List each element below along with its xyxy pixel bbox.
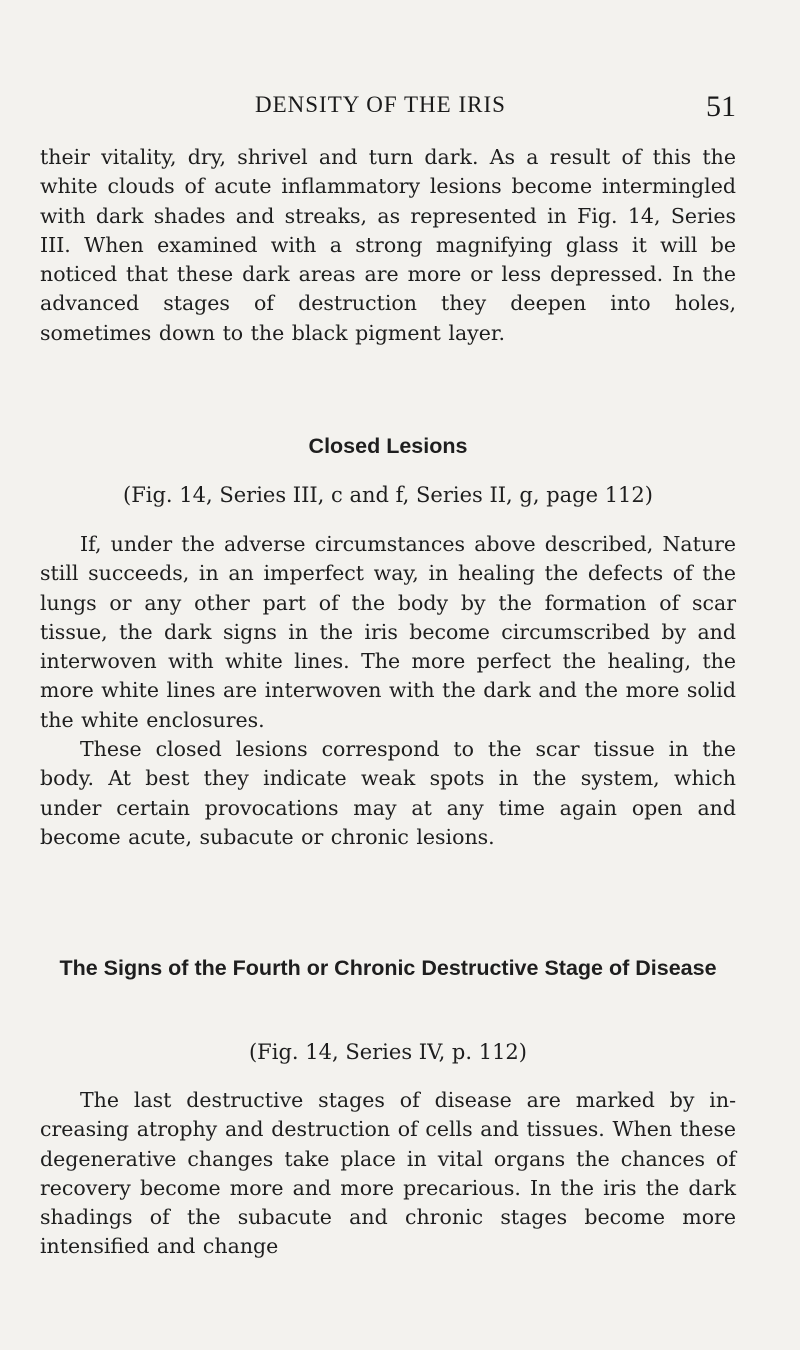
section-fourth-stage-reference-block [40,1037,736,1067]
section-closed-lesions-reference-block [40,480,736,510]
section-heading: Closed Lesions [308,434,468,458]
opening-paragraph-block [40,143,736,348]
figure-reference: (Fig. 14, Series III, c and f, Series II, g, page 112) [123,483,653,507]
section-fourth-stage-heading-block [40,953,736,984]
section-heading: The Signs of the Fourth or Chronic Destructive Stage of Disease [59,956,717,980]
section-closed-lesions-body [40,530,736,852]
body-paragraph: If, under the adverse circumstances above described, Nature still succeeds, in an imperfect way, in healing the defects of the lungs or any other part of the body by the formation of scar tissue, the dark signs in the iris become circumscribed by and interwoven with white lines. The more perfect the healing, the more white lines are interwoven with the dark and the more solid the white enclosures. [40,532,736,732]
figure-reference: (Fig. 14, Series IV, p. 112) [248,1040,527,1064]
running-head: DENSITY OF THE IRIS [255,92,506,117]
body-paragraph: These closed lesions correspond to the scar tissue in the body. At best they indicate weak spots in the system, which under certain provocations may at any time again open and become acute, subacute or chronic lesions. [40,737,736,849]
body-paragraph: The last destructive stages of disease are marked by increasing atrophy and destruction of cells and tissues. When these degenerative changes take place in vital organs the chances of recovery become more and more precarious. In the iris the dark shadings of the subacute and chronic stages become more intensified and change [40,1088,736,1259]
page-number: 51 [706,90,736,123]
opening-paragraph: their vitality, dry, shrivel and turn dark. As a result of this the white clouds of acute inflammatory lesions become intermingled with dark shades and streaks, as represented in Fig. 14, Series III. When examined with a strong magnifying glass it will be noticed that these dark areas are more or less depressed. In the advanced stages of destruction they deepen into holes, sometimes down to the black pigment layer. [40,145,736,345]
section-fourth-stage-body [40,1086,736,1262]
section-closed-lesions-heading-block [40,431,736,462]
